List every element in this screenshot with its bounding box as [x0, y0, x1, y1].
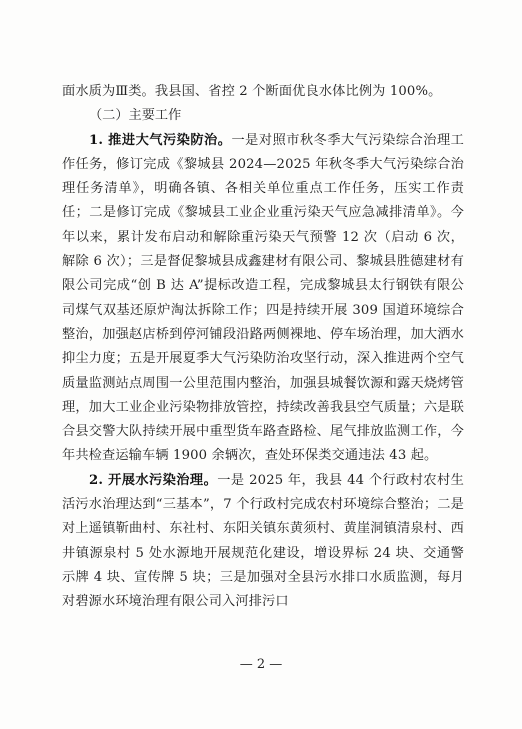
work-item-body: 一是 2025 年，我县 44 个行政村农村生活污水治理达到“三基本”，7 个行政村完成农村环境综合整治；二是对上遥镇靳曲村、东社村、东阳关镇东黄须村、黄崖洞镇清泉村、西井镇源泉村 5 处水源地开展规范化建设，增设界标 24 块、交通警示牌 4 块、宣传牌 5 块；三是加强对全县污水排口水质监测，每月对碧源水环境治理有限公司入河排污口 [62, 472, 464, 610]
intro-text: 面水质为Ⅲ类。我县国、省控 2 个断面优良水体比例为 100%。 [62, 84, 442, 99]
work-item-air-pollution [62, 129, 464, 469]
section-heading [62, 104, 464, 128]
section-heading-text: （二）主要工作 [89, 108, 182, 124]
work-item-water-pollution [62, 469, 464, 615]
work-item-title: 2. 开展水污染治理。 [89, 472, 218, 488]
intro-paragraph [62, 80, 464, 104]
work-item-body: 一是对照市秋冬季大气污染综合治理工作任务，修订完成《黎城县 2024—2025 年秋冬季大气污染综合治理任务清单》，明确各镇、各相关单位重点工作任务，压实工作责任；二是修订完成《黎城县工业企业重污染天气应急减排清单》。今年以来，累计发布启动和解除重污染天气预警 12 次（启动 6 次，解除 6 次）；三是督促黎城县成鑫建材有限公司、黎城县胜德建材有限公司完成“创 B 达 A”提标改造工程，完成黎城县太行钢铁有限公司煤气双基还原炉淘汰拆除工作；四是持续开展 309 国道环境综合整治，加强赵店桥到停河铺段沿路两侧裸地、停车场治理，加大洒水抑尘力度；五是开展夏季大气污染防治攻坚行动，深入推进两个空气质量监测站点周围一公里范围内整治，加强县城餐饮源和露天烧烤管理，加大工业企业污染物排放管控，持续改善我县空气质量；六是联合县交警大队持续开展中重型货车路查路检、尾气排放监测工作，今年共检查运输车辆 1900 余辆次，查处环保类交通违法 43 起。 [62, 132, 464, 464]
document-body [62, 80, 464, 615]
work-item-title: 1. 推进大气污染防治。 [89, 132, 232, 148]
page-number: — 2 — [239, 657, 283, 672]
